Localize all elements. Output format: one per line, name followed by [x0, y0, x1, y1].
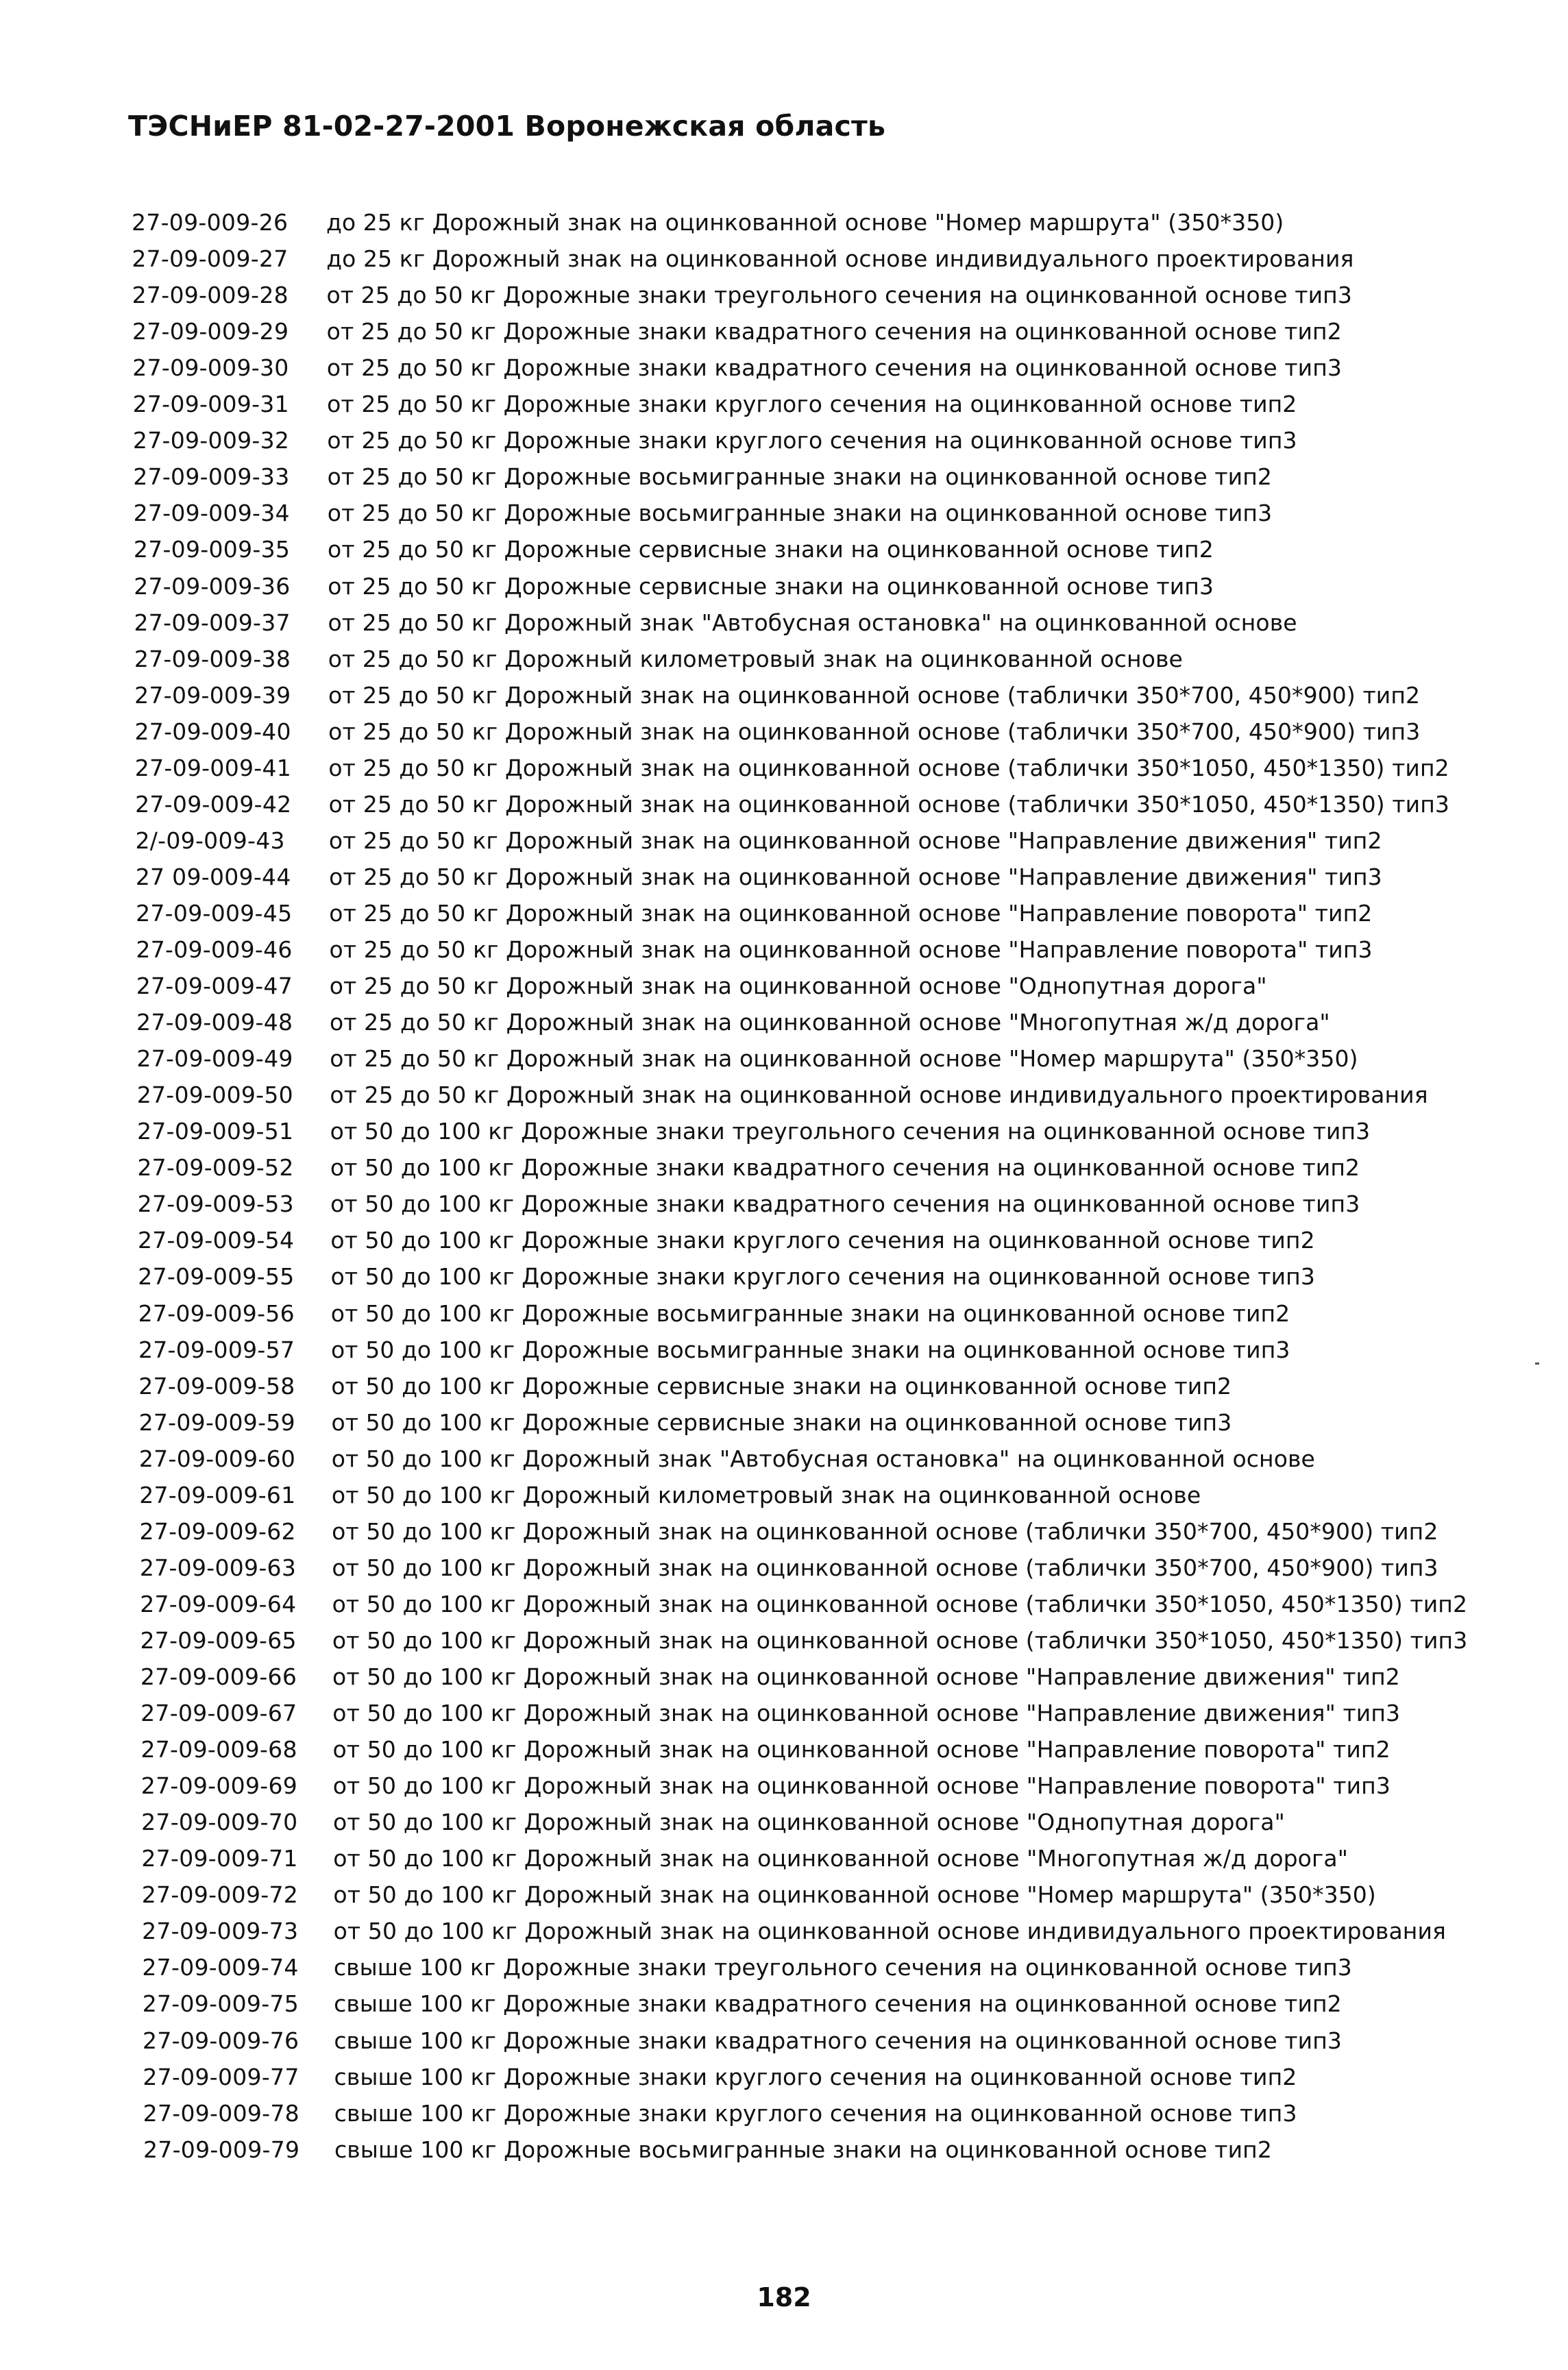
row-description: от 50 до 100 кг Дорожный знак "Автобусная остановка" на оцинкованной основе: [331, 1445, 1315, 1472]
row-code: 27-09-009-66: [140, 1663, 297, 1690]
row-code: 27-09-009-58: [138, 1372, 295, 1400]
row-code: 27-09-009-52: [137, 1154, 294, 1182]
row-description: свыше 100 кг Дорожные знаки квадратного сечения на оцинкованной основе тип3: [334, 2027, 1342, 2054]
row-description: от 50 до 100 кг Дорожный знак на оцинкованной основе "Направление поворота" тип3: [332, 1772, 1391, 1800]
row-description: от 25 до 50 кг Дорожный знак на оцинкованной основе "Номер маршрута" (350*350): [330, 1045, 1358, 1073]
row-description: от 50 до 100 кг Дорожный знак на оцинкованной основе "Номер маршрута" (350*350): [333, 1881, 1376, 1909]
table-row: [0, 1368, 1568, 1404]
row-description: от 50 до 100 кг Дорожный знак на оцинкованной основе "Направление поворота" тип2: [332, 1736, 1391, 1763]
row-description: от 50 до 100 кг Дорожные знаки круглого сечения на оцинкованной основе тип3: [330, 1263, 1315, 1291]
row-description: от 50 до 100 кг Дорожный знак на оцинкованной основе "Многопутная ж/д дорога": [333, 1845, 1348, 1872]
row-code: 27-09-009-71: [141, 1845, 298, 1872]
table-row: [0, 641, 1568, 677]
scan-speck: [1535, 1363, 1539, 1365]
row-description: от 25 до 50 кг Дорожные знаки треугольного сечения на оцинкованной основе тип3: [326, 282, 1352, 309]
row-code: 27-09-009-60: [138, 1445, 296, 1472]
table-row: [0, 568, 1568, 604]
row-description: от 25 до 50 кг Дорожный знак на оцинкованной основе (таблички 350*1050, 450*1350) тип2: [328, 754, 1449, 781]
row-code: 27-09-009-35: [133, 536, 291, 563]
row-description: от 25 до 50 кг Дорожные знаки квадратного сечения на оцинкованной основе тип3: [326, 354, 1343, 382]
table-row: [0, 204, 1568, 241]
table-row: [0, 459, 1568, 495]
row-code: 2/-09-009-43: [135, 827, 285, 854]
table-row: [0, 386, 1568, 422]
row-description: от 25 до 50 кг Дорожный знак на оцинкованной основе (таблички 350*700, 450*900) тип2: [328, 681, 1421, 709]
row-code: 27-09-009-54: [137, 1227, 295, 1254]
table-row: [0, 1513, 1568, 1550]
table-row: [0, 895, 1568, 931]
row-description: от 50 до 100 кг Дорожные знаки квадратного сечения на оцинкованной основе тип2: [330, 1154, 1360, 1182]
table-row: [0, 1295, 1568, 1332]
row-description: от 50 до 100 кг Дорожные знаки квадратного сечения на оцинкованной основе тип3: [330, 1190, 1360, 1218]
row-code: 27-09-009-61: [139, 1481, 296, 1508]
document-header: ТЭСНиЕР 81-02-27-2001 Воронежская область: [128, 110, 886, 143]
row-code: 27-09-009-49: [136, 1045, 293, 1073]
row-description: от 50 до 100 кг Дорожный знак на оцинкованной основе индивидуального проектирования: [333, 1918, 1446, 1945]
row-description: от 50 до 100 кг Дорожные знаки круглого сечения на оцинкованной основе тип2: [330, 1227, 1315, 1254]
table-row: [0, 677, 1568, 713]
table-row: [0, 1840, 1568, 1877]
row-description: от 25 до 50 кг Дорожный знак на оцинкованной основе индивидуального проектирования: [330, 1082, 1428, 1109]
row-code: 27-09-009-30: [132, 354, 289, 382]
row-code: 27-09-009-78: [143, 2099, 299, 2127]
row-code: 27-09-009-73: [142, 1918, 299, 1945]
table-row: [0, 1113, 1568, 1149]
row-code: 27-09-009-39: [134, 681, 291, 709]
row-description: от 50 до 100 кг Дорожный километровый знак на оцинкованной основе: [331, 1481, 1201, 1508]
row-code: 27-09-009-29: [132, 318, 289, 345]
table-row: [0, 1441, 1568, 1477]
table-row: [0, 1768, 1568, 1804]
table-row: [0, 2131, 1568, 2168]
row-code: 27-09-009-63: [139, 1554, 297, 1581]
table-row: [0, 1695, 1568, 1731]
row-description: свыше 100 кг Дорожные знаки квадратного сечения на оцинкованной основе тип2: [334, 1990, 1342, 2018]
row-code: 27-09-009-41: [134, 754, 292, 781]
row-code: 27-09-009-45: [136, 899, 293, 927]
row-code: 27-09-009-70: [141, 1809, 298, 1836]
row-description: от 25 до 50 кг Дорожные знаки квадратного сечения на оцинкованной основе тип2: [326, 318, 1342, 345]
row-description: от 25 до 50 кг Дорожный знак на оцинкованной основе "Направление поворота" тип2: [329, 899, 1373, 927]
row-description: от 25 до 50 кг Дорожные восьмигранные знаки на оцинкованной основе тип2: [327, 463, 1272, 491]
table-row: [0, 1004, 1568, 1040]
row-code: 27-09-009-48: [136, 1009, 293, 1036]
row-code: 27-09-009-38: [134, 645, 291, 672]
table-row: [0, 1149, 1568, 1186]
table-row: [0, 968, 1568, 1004]
row-code: 27-09-009-28: [132, 282, 289, 309]
row-code: 27-09-009-55: [138, 1263, 295, 1291]
row-description: свыше 100 кг Дорожные знаки треугольного сечения на оцинкованной основе тип3: [333, 1954, 1352, 1981]
row-description: от 50 до 100 кг Дорожные восьмигранные знаки на оцинкованной основе тип3: [331, 1336, 1290, 1363]
table-row: [0, 859, 1568, 895]
row-code: 27-09-009-77: [143, 2063, 299, 2090]
table-row: [0, 1186, 1568, 1222]
table-row: [0, 422, 1568, 459]
row-description: от 50 до 100 кг Дорожные сервисные знаки на оцинкованной основе тип3: [331, 1408, 1232, 1436]
row-description: от 25 до 50 кг Дорожный знак на оцинкованной основе "Направление движения" тип2: [328, 827, 1382, 854]
table-row: [0, 1877, 1568, 1913]
table-row: [0, 931, 1568, 968]
row-description: от 50 до 100 кг Дорожные знаки треугольного сечения на оцинкованной основе тип3: [330, 1118, 1371, 1145]
table-row: [0, 241, 1568, 277]
table-row: [0, 604, 1568, 641]
row-description: от 25 до 50 кг Дорожный знак на оцинкованной основе "Направление движения" тип3: [329, 863, 1382, 890]
table-row: [0, 1550, 1568, 1586]
row-description: от 50 до 100 кг Дорожный знак на оцинкованной основе (таблички 350*700, 450*900) тип3: [332, 1554, 1438, 1581]
row-code: 27-09-009-50: [136, 1082, 293, 1109]
row-description: от 25 до 50 кг Дорожный знак на оцинкованной основе "Многопутная ж/д дорога": [329, 1009, 1330, 1036]
table-row: [0, 822, 1568, 859]
row-code: 27-09-009-59: [138, 1408, 295, 1436]
row-description: от 25 до 50 кг Дорожный знак "Автобусная остановка" на оцинкованной основе: [328, 609, 1297, 636]
row-description: от 25 до 50 кг Дорожные знаки круглого сечения на оцинкованной основе тип2: [327, 391, 1297, 418]
row-code: 27-09-009-27: [132, 245, 289, 273]
row-description: от 25 до 50 кг Дорожный знак на оцинкованной основе "Направление поворота" тип3: [329, 936, 1373, 963]
table-row: [0, 1332, 1568, 1368]
row-code: 27-09-009-62: [139, 1517, 296, 1545]
row-description: от 50 до 100 кг Дорожный знак на оцинкованной основе (таблички 350*700, 450*900) тип2: [332, 1517, 1438, 1545]
row-description: от 25 до 50 кг Дорожные сервисные знаки на оцинкованной основе тип2: [328, 536, 1214, 563]
row-code: 27-09-009-31: [132, 391, 289, 418]
row-code: 27-09-009-46: [136, 936, 293, 963]
row-description: от 50 до 100 кг Дорожный знак на оцинкованной основе "Направление движения" тип2: [332, 1663, 1400, 1690]
row-code: 27-09-009-26: [132, 209, 289, 236]
row-description: от 25 до 50 кг Дорожные знаки круглого сечения на оцинкованной основе тип3: [327, 427, 1297, 454]
table-row: [0, 1913, 1568, 1949]
row-code: 27-09-009-72: [141, 1881, 299, 1909]
row-code: 27-09-009-74: [142, 1954, 299, 1981]
row-code: 27-09-009-69: [140, 1772, 298, 1800]
row-code: 27-09-009-51: [137, 1118, 294, 1145]
row-description: до 25 кг Дорожный знак на оцинкованной основе индивидуального проектирования: [326, 245, 1354, 273]
page-number: 182: [757, 2282, 811, 2312]
row-description: от 50 до 100 кг Дорожный знак на оцинкованной основе "Направление движения" тип3: [332, 1700, 1401, 1727]
table-row: [0, 2095, 1568, 2131]
row-code: 27-09-009-56: [138, 1299, 295, 1327]
row-description: от 25 до 50 кг Дорожный знак на оцинкованной основе (таблички 350*700, 450*900) тип3: [328, 718, 1421, 745]
table-row: [0, 1949, 1568, 1986]
table-row: [0, 313, 1568, 350]
table-row: [0, 1040, 1568, 1077]
row-code: 27-09-009-53: [137, 1190, 294, 1218]
table-row: [0, 1258, 1568, 1295]
row-code: 27-09-009-32: [132, 427, 290, 454]
row-code: 27-09-009-68: [140, 1736, 297, 1763]
table-row: [0, 277, 1568, 313]
row-description: от 50 до 100 кг Дорожные восьмигранные знаки на оцинкованной основе тип2: [330, 1299, 1290, 1327]
row-description: от 25 до 50 кг Дорожные восьмигранные знаки на оцинкованной основе тип3: [327, 500, 1273, 527]
row-code: 27-09-009-75: [142, 1990, 299, 2018]
table-row: [0, 1622, 1568, 1659]
table-row: [0, 1804, 1568, 1840]
row-description: свыше 100 кг Дорожные знаки круглого сечения на оцинкованной основе тип3: [334, 2099, 1297, 2127]
row-description: свыше 100 кг Дорожные восьмигранные знаки на оцинкованной основе тип2: [334, 2136, 1272, 2163]
table-row: [0, 2023, 1568, 2059]
row-description: до 25 кг Дорожный знак на оцинкованной основе "Номер маршрута" (350*350): [326, 209, 1284, 236]
table-row: [0, 786, 1568, 822]
table-row: [0, 1659, 1568, 1695]
table-row: [0, 495, 1568, 531]
row-code: 27-09-009-33: [133, 463, 290, 491]
row-description: от 50 до 100 кг Дорожный знак на оцинкованной основе (таблички 350*1050, 450*1350) тип3: [332, 1626, 1468, 1654]
table-row: [0, 1477, 1568, 1513]
row-code: 27-09-009-47: [136, 973, 293, 1000]
table-row: [0, 1222, 1568, 1258]
row-code: 27-09-009-64: [140, 1590, 297, 1617]
row-code: 27-09-009-57: [138, 1336, 295, 1363]
row-description: от 25 до 50 кг Дорожный знак на оцинкованной основе "Однопутная дорога": [329, 973, 1267, 1000]
row-description: от 50 до 100 кг Дорожный знак на оцинкованной основе "Однопутная дорога": [332, 1809, 1285, 1836]
row-description: от 25 до 50 кг Дорожный километровый знак на оцинкованной основе: [328, 645, 1183, 672]
row-code: 27-09-009-36: [134, 572, 291, 600]
row-description: свыше 100 кг Дорожные знаки круглого сечения на оцинкованной основе тип2: [334, 2063, 1297, 2090]
table-row: [0, 1404, 1568, 1441]
row-description: от 25 до 50 кг Дорожный знак на оцинкованной основе (таблички 350*1050, 450*1350) тип3: [328, 790, 1449, 818]
row-code: 27-09-009-40: [134, 718, 291, 745]
table-row: [0, 350, 1568, 386]
row-code: 27 09-009-44: [135, 863, 291, 890]
row-code: 27-09-009-34: [133, 500, 290, 527]
table-row: [0, 1986, 1568, 2022]
row-description: от 50 до 100 кг Дорожный знак на оцинкованной основе (таблички 350*1050, 450*1350) тип2: [332, 1590, 1468, 1617]
table-row: [0, 1586, 1568, 1622]
table-row: [0, 2059, 1568, 2095]
table-row: [0, 531, 1568, 567]
table-row: [0, 1731, 1568, 1768]
table-row: [0, 1077, 1568, 1113]
row-code: 27-09-009-67: [140, 1700, 297, 1727]
row-description: от 50 до 100 кг Дорожные сервисные знаки на оцинкованной основе тип2: [331, 1372, 1232, 1400]
row-code: 27-09-009-42: [135, 790, 292, 818]
table-row: [0, 713, 1568, 750]
row-code: 27-09-009-37: [134, 609, 291, 636]
row-code: 27-09-009-79: [143, 2136, 300, 2163]
row-code: 27-09-009-65: [140, 1626, 297, 1654]
row-description: от 25 до 50 кг Дорожные сервисные знаки на оцинкованной основе тип3: [328, 572, 1214, 600]
row-code: 27-09-009-76: [143, 2027, 299, 2054]
table-row: [0, 750, 1568, 786]
